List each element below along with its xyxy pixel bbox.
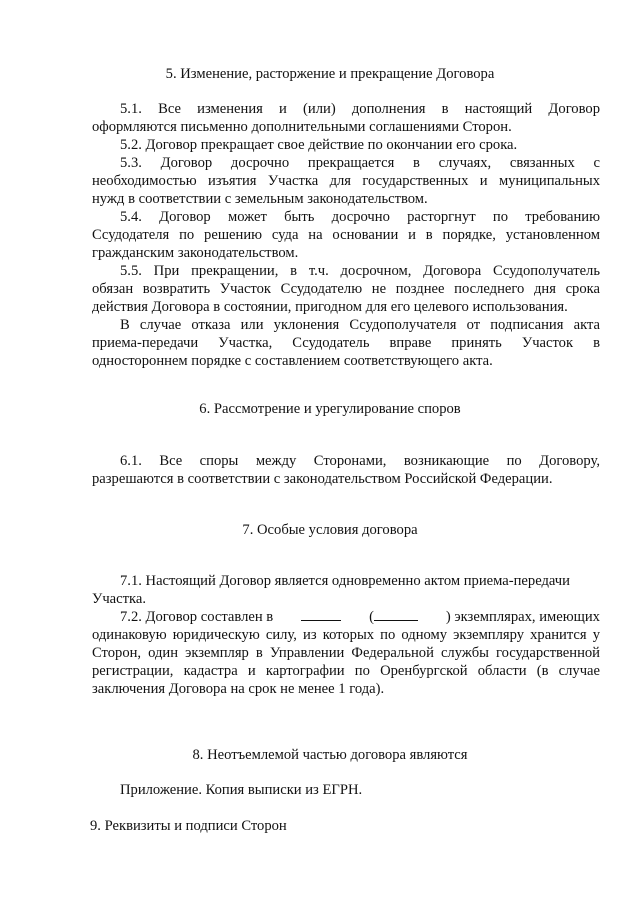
section-8-heading: 8. Неотъемлемой частью договора являются xyxy=(192,747,468,763)
clause-7-2-line-3: Сторон, один экземпляр в Управлении Федеральной службы государственной xyxy=(92,645,600,661)
clause-5-3-line-1: 5.3. Договор досрочно прекращается в случаях, связанных с xyxy=(120,155,600,171)
clause-5-1-line-2: оформляются письменно дополнительными соглашениями Сторон. xyxy=(92,119,512,135)
clause-7-2-line-2: одинаковую юридическую силу, из которых по одному экземпляру хранится у xyxy=(92,627,600,643)
clause-7-1-line-2: Участка. xyxy=(92,591,146,607)
clause-5-1-line-1: 5.1. Все изменения и (или) дополнения в настоящий Договор xyxy=(120,101,600,117)
clause-5-refusal-line-2: приема-передачи Участка, Ссудодатель вправе принять Участок в xyxy=(92,335,600,351)
clause-7-2-text-c: ) экземплярах, имеющих xyxy=(445,609,600,625)
clause-7-2-group xyxy=(369,608,418,626)
clause-5-5-line-1: 5.5. При прекращении, в т.ч. досрочном, Договора Ссудополучатель xyxy=(120,263,600,279)
clause-7-2-line-4: регистрации, кадастра и картографии по Оренбургской области (в случае xyxy=(92,663,600,679)
clause-7-2-line-1 xyxy=(120,608,600,626)
clause-7-1-line-1: 7.1. Настоящий Договор является одновременно актом приема-передачи xyxy=(120,573,570,589)
clause-7-2-line-5: заключения Договора на срок не менее 1 года). xyxy=(92,681,385,697)
copies-count-blank xyxy=(301,608,341,621)
clause-5-4-line-1: 5.4. Договор может быть досрочно расторгнут по требованию xyxy=(120,209,600,225)
clause-5-5-line-3: действия Договора в состоянии, пригодном для его целевого использования. xyxy=(92,299,568,315)
clause-7-2-text-a: 7.2. Договор составлен в xyxy=(120,609,274,625)
appendix-item: Приложение. Копия выписки из ЕГРН. xyxy=(120,782,363,798)
section-5-heading: 5. Изменение, расторжение и прекращение Договора xyxy=(165,66,495,82)
clause-5-3-line-2: необходимостью изъятия Участка для государственных и муниципальных xyxy=(92,173,600,189)
clause-5-4-line-2: Ссудодателя по решению суда на основании и в порядке, установленном xyxy=(92,227,600,243)
clause-5-3-line-3: нужд в соответствии с земельным законодательством. xyxy=(92,191,428,207)
clause-7-2-paren-open: ( xyxy=(369,609,374,625)
section-6-heading: 6. Рассмотрение и урегулирование споров xyxy=(199,401,461,417)
clause-6-1-line-2: разрешаются в соответствии с законодательством Российской Федерации. xyxy=(92,471,553,487)
section-9-heading: 9. Реквизиты и подписи Сторон xyxy=(90,818,287,834)
clause-6-1-line-1: 6.1. Все споры между Сторонами, возникающие по Договору, xyxy=(120,453,600,469)
clause-5-refusal-line-3: одностороннем порядке с составлением соответствующего акта. xyxy=(92,353,493,369)
section-7-heading: 7. Особые условия договора xyxy=(242,522,418,538)
clause-5-2: 5.2. Договор прекращает свое действие по окончании его срока. xyxy=(120,137,518,153)
clause-5-refusal-line-1: В случае отказа или уклонения Ссудополучателя от подписания акта xyxy=(120,317,600,333)
clause-5-5-line-2: обязан возвратить Участок Ссудодателю не позднее последнего дня срока xyxy=(92,281,600,297)
copies-words-blank xyxy=(374,608,418,621)
clause-5-4-line-3: гражданским законодательством. xyxy=(92,245,299,261)
